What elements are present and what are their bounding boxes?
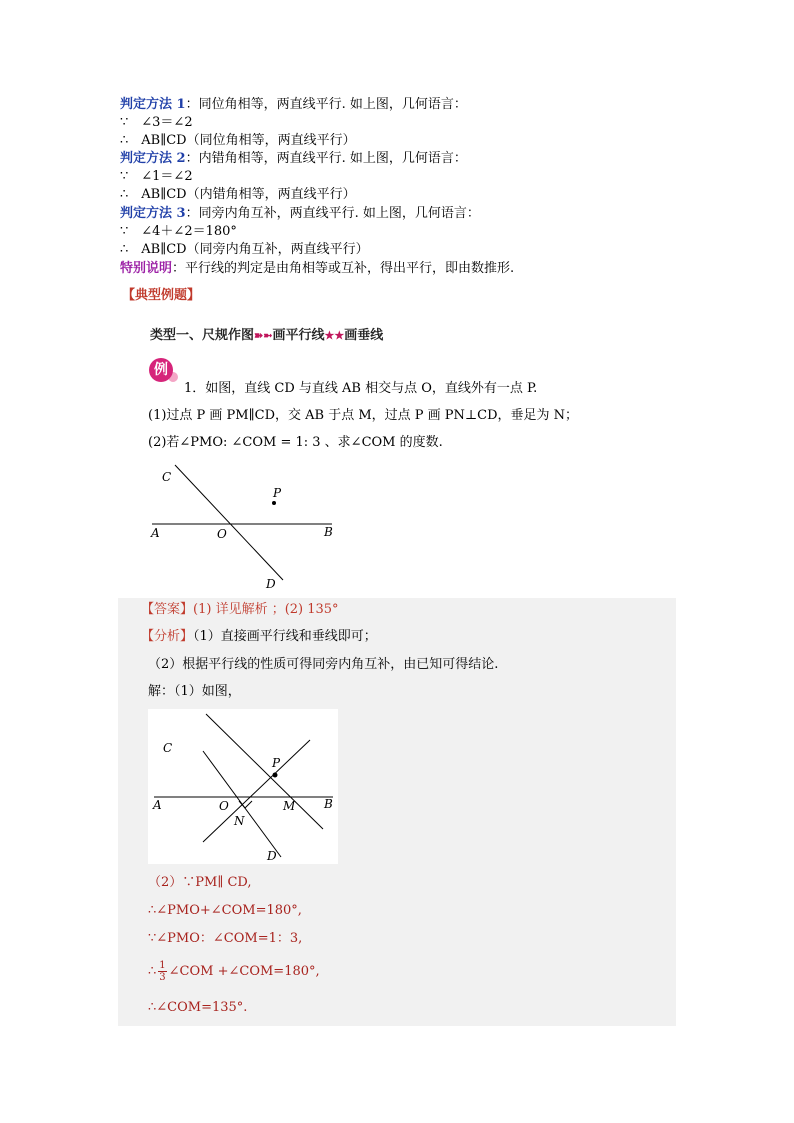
arrow-decoration-icon: ➽➼	[254, 329, 273, 342]
answer-line	[141, 601, 339, 619]
line-cd	[175, 465, 283, 580]
method-3	[120, 205, 480, 222]
problem-line-1: 1．如图，直线 CD 与直线 AB 相交与点 O，直线外有一点 P.	[184, 381, 538, 396]
solution-step-2: ∴∠PMO+∠COM=180°,	[148, 903, 302, 918]
step-4-rest: ∠COM +∠COM=180°,	[168, 964, 320, 979]
type-title-main: 类型一、尺规作图	[150, 328, 255, 343]
fraction-denominator: 3	[159, 972, 166, 983]
answer-text: (1) 详见解析 ；(2) 135°	[193, 602, 339, 617]
star-decoration-icon: ★★	[324, 329, 345, 342]
method-3-label: 判定方法 3	[120, 206, 186, 221]
label-b: B	[324, 525, 333, 539]
method-3-given: ∵ ∠4＋∠2＝180°	[120, 224, 237, 239]
label-p: P	[273, 486, 282, 500]
label-b: B	[324, 797, 333, 811]
point-p	[272, 501, 276, 505]
method-2-label: 判定方法 2	[120, 151, 186, 166]
method-1-text: ：同位角相等，两直线平行. 如上图，几何语言：	[185, 97, 467, 112]
figure-1	[140, 460, 350, 595]
point-p	[273, 773, 278, 778]
solution-step-4	[148, 960, 320, 984]
figure-2	[148, 709, 338, 864]
solution-step-3: ∵∠PMO：∠COM=1：3,	[148, 931, 303, 946]
solution-intro: 解：（1）如图，	[148, 684, 241, 699]
step-4-prefix: ∴	[148, 964, 157, 979]
method-1-label: 判定方法 1	[120, 97, 186, 112]
analysis-text-2: （2）根据平行线的性质可得同旁内角互补，由已知可得结论.	[148, 657, 499, 672]
type-title	[150, 324, 383, 343]
special-note-label: 特别说明	[120, 261, 173, 276]
label-a: A	[153, 798, 162, 812]
method-2-given: ∵ ∠1＝∠2	[120, 169, 193, 184]
problem-line-3: (2)若∠PMO: ∠COM = 1: 3 、求∠COM 的度数.	[148, 435, 443, 450]
label-d: D	[267, 849, 277, 863]
special-note-text: ：平行线的判定是由角相等或互补，得出平行，即由数推形.	[172, 261, 515, 276]
answer-label: 【答案】	[141, 602, 194, 617]
label-c: C	[162, 470, 172, 484]
section-heading: 【典型例题】	[122, 288, 201, 303]
solution-step-5: ∴∠COM=135°.	[148, 1000, 248, 1015]
method-1-given: ∵ ∠3＝∠2	[120, 115, 193, 130]
method-3-conclusion: ∴ AB∥CD（同旁内角互补，两直线平行）	[120, 242, 369, 257]
type-title-part2: 画平行线	[272, 328, 325, 343]
method-3-text: ：同旁内角互补，两直线平行. 如上图，几何语言：	[185, 206, 480, 221]
method-1	[120, 96, 467, 113]
solution-step-1: （2）∵PM∥ CD,	[148, 875, 252, 890]
label-o: O	[217, 527, 227, 541]
analysis-text: （1）直接画平行线和垂线即可；	[193, 629, 377, 644]
type-title-part3: 画垂线	[344, 328, 384, 343]
analysis-label: 【分析】	[141, 629, 194, 644]
method-2-conclusion: ∴ AB∥CD（内错角相等，两直线平行）	[120, 187, 356, 202]
line-pn	[203, 740, 310, 842]
label-c: C	[163, 741, 173, 755]
fraction-one-third	[158, 960, 166, 983]
label-p: P	[272, 756, 281, 770]
method-2	[120, 150, 467, 167]
method-1-conclusion: ∴ AB∥CD（同位角相等，两直线平行）	[120, 133, 356, 148]
label-d: D	[266, 577, 276, 591]
analysis-line	[141, 628, 377, 646]
method-2-text: ：内错角相等，两直线平行. 如上图，几何语言：	[185, 151, 467, 166]
example-badge: 例	[149, 358, 173, 382]
label-a: A	[151, 526, 160, 540]
label-n: N	[234, 814, 245, 828]
special-note	[120, 260, 514, 277]
label-o: O	[219, 799, 229, 813]
label-m: M	[283, 799, 296, 813]
problem-line-2: (1)过点 P 画 PM∥CD，交 AB 于点 M，过点 P 画 PN⊥CD，垂足为 N；	[148, 408, 579, 423]
fraction-numerator: 1	[159, 960, 166, 971]
